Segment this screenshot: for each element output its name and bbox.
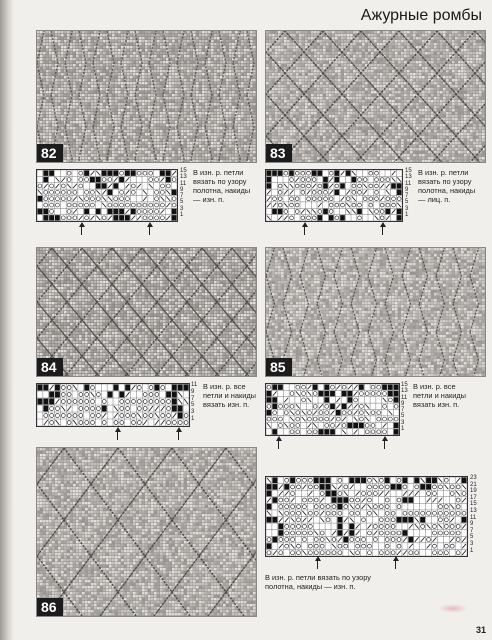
row-number: 1 — [401, 426, 405, 433]
row-number: 11 — [470, 514, 477, 521]
row-number: 7 — [191, 395, 195, 402]
row-number: 19 — [470, 488, 477, 495]
row-number: 3 — [401, 419, 405, 426]
row-number: 5 — [191, 402, 195, 409]
pattern-chart-83 — [265, 169, 403, 222]
row-number: 1 — [191, 415, 195, 422]
row-number: 13 — [180, 174, 187, 181]
row-number: 11 — [405, 180, 412, 187]
knit-texture-82 — [37, 31, 256, 162]
row-number: 5 — [180, 199, 184, 206]
chart-note-84: В изн. р. все петли и накиды вязать изн. п. — [203, 382, 256, 409]
row-number: 9 — [470, 521, 474, 528]
chart-note-85: В изн. р. все петли и накиды вязать изн. п. — [413, 382, 466, 409]
row-number: 7 — [401, 407, 405, 414]
row-number: 5 — [405, 199, 409, 206]
knit-texture-84 — [37, 248, 256, 376]
pattern-number-85: 85 — [266, 358, 292, 376]
row-number: 15 — [180, 168, 187, 174]
chart-grid-83 — [266, 170, 402, 221]
row-numbers-86 — [470, 475, 477, 554]
row-number: 5 — [401, 413, 405, 420]
page-title: Ажурные ромбы — [360, 7, 482, 24]
pattern-photo-85 — [265, 247, 486, 377]
row-number: 13 — [401, 388, 408, 395]
chart-grid-85 — [266, 384, 399, 435]
row-number: 9 — [180, 186, 184, 193]
row-number: 23 — [470, 475, 477, 481]
pattern-number-83: 83 — [266, 144, 292, 162]
row-number: 7 — [180, 193, 184, 200]
chart-grid-84 — [37, 384, 189, 426]
row-number: 3 — [405, 205, 409, 212]
row-number: 3 — [470, 540, 474, 547]
row-number: 1 — [470, 547, 474, 554]
row-numbers-83 — [405, 168, 412, 218]
row-number: 3 — [191, 409, 195, 416]
row-number: 15 — [401, 382, 408, 388]
row-number: 15 — [405, 168, 412, 174]
knit-texture-83 — [266, 31, 485, 162]
row-number: 11 — [401, 394, 408, 401]
pattern-number-84: 84 — [37, 358, 63, 376]
row-number: 5 — [470, 534, 474, 541]
row-number: 13 — [470, 507, 477, 514]
row-number: 3 — [180, 205, 184, 212]
row-numbers-85 — [401, 382, 408, 432]
page-stain — [438, 604, 468, 613]
row-number: 11 — [191, 382, 198, 388]
pattern-photo-86 — [36, 447, 257, 617]
row-number: 7 — [405, 193, 409, 200]
pattern-photo-83 — [265, 30, 486, 163]
row-numbers-82 — [180, 168, 187, 218]
pattern-number-86: 86 — [37, 598, 63, 616]
pattern-photo-82 — [36, 30, 257, 163]
page-number: 31 — [475, 625, 486, 635]
pattern-chart-82 — [36, 169, 178, 222]
row-number: 7 — [470, 527, 474, 534]
row-number: 21 — [470, 481, 477, 488]
row-number: 9 — [405, 186, 409, 193]
row-number: 1 — [405, 212, 409, 219]
pattern-chart-86 — [265, 476, 468, 557]
knit-texture-85 — [266, 248, 485, 376]
pattern-number-82: 82 — [37, 144, 63, 162]
row-number: 9 — [191, 388, 195, 395]
row-number: 11 — [180, 180, 187, 187]
chart-grid-82 — [37, 170, 177, 221]
chart-grid-86 — [266, 477, 467, 556]
chart-note-82: В изн. р. петли вязать по узору полотна, накиды — изн. п. — [193, 168, 251, 204]
row-number: 17 — [470, 494, 477, 501]
row-numbers-84 — [191, 382, 197, 423]
pattern-chart-85 — [265, 383, 400, 436]
pattern-photo-84 — [36, 247, 257, 377]
row-number: 15 — [470, 501, 477, 508]
book-spine-shadow — [0, 0, 14, 640]
knit-texture-86 — [37, 448, 256, 616]
row-number: 1 — [180, 212, 184, 219]
pattern-chart-84 — [36, 383, 190, 427]
row-number: 9 — [401, 400, 405, 407]
chart-note-86: В изн. р. петли вязать по узору полотна, накиды — изн. п. — [265, 573, 371, 591]
chart-note-83: В изн. р. петли вязать по узору полотна, накиды — лиц. п. — [418, 168, 476, 204]
row-number: 13 — [405, 174, 412, 181]
